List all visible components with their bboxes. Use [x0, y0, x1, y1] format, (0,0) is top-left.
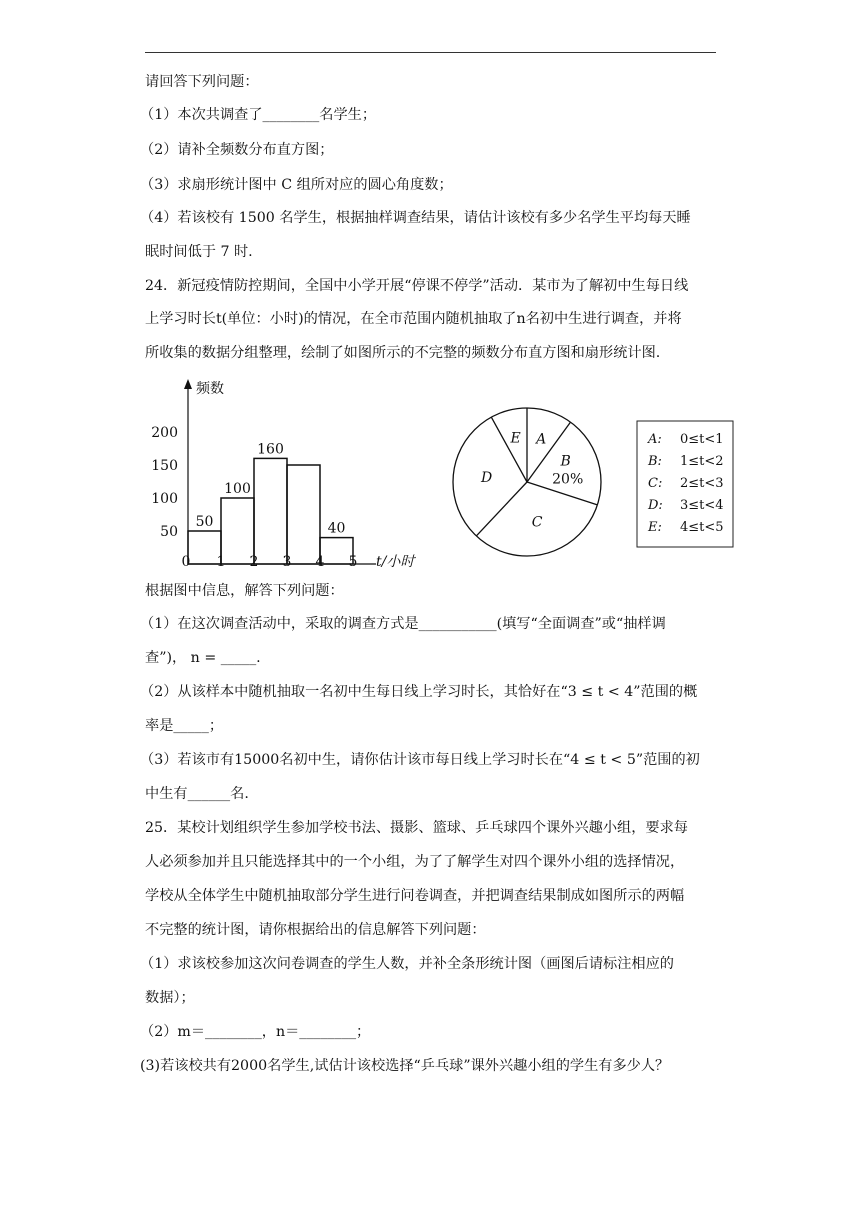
- legend-range: 2≤t<3: [680, 476, 724, 491]
- top-question-3: （3）求扇形统计图中 C 组所对应的圆心角度数；: [140, 177, 453, 193]
- x-tick-label: 3: [282, 554, 292, 570]
- pie-slice-divider: [491, 417, 527, 482]
- problem24-q2-line1: （2）从该样本中随机抽取一名初中生每日线上学习时长，其恰好在“3 ≤ t < 4”范围的概: [140, 684, 698, 700]
- problem25-stem-line4: 不完整的统计图，请你根据给出的信息解答下列问题：: [145, 922, 486, 938]
- bar-data-label: 50: [195, 514, 214, 530]
- problem25-stem-line2: 人必须参加并且只能选择其中的一个小组，为了了解学生对四个课外小组的选择情况，: [145, 854, 685, 870]
- y-tick-label: 150: [151, 458, 178, 474]
- pie-slice-label: B: [560, 453, 571, 470]
- intro-text: 请回答下列问题：: [145, 74, 259, 90]
- problem25-q3: (3)若该校共有2000名学生,试估计该校选择“乒乓球”课外兴趣小组的学生有多少人？: [140, 1058, 670, 1074]
- legend-range: 0≤t<1: [680, 432, 724, 447]
- pie-slice-divider: [476, 482, 527, 536]
- histogram-chart: [151, 379, 416, 570]
- legend-key: A:: [648, 432, 662, 447]
- histogram-bar: [254, 458, 287, 564]
- top-question-4-line1: （4）若该校有 1500 名学生，根据抽样调查结果，请估计该校有多少名学生平均每天睡: [140, 210, 691, 226]
- x-tick-label: 2: [249, 554, 259, 570]
- pie-slice-label: C: [531, 514, 543, 531]
- x-tick-label: 0: [181, 554, 191, 570]
- problem24-stem-line3: 所收集的数据分组整理，绘制了如图所示的不完整的频数分布直方图和扇形统计图.: [145, 345, 661, 361]
- legend-range: 4≤t<5: [680, 520, 724, 535]
- y-axis-label: 频数: [196, 381, 224, 397]
- problem24-q3-line1: （3）若该市有15000名初中生，请你估计该市每日线上学习时长在“4 ≤ t < 5”范围的初: [140, 752, 700, 768]
- legend-box: [637, 421, 733, 547]
- pie-slice-percent: 20%: [552, 471, 584, 488]
- x-tick-label: 4: [315, 554, 325, 570]
- legend-key: D:: [648, 498, 663, 513]
- problem24-q3-line2: 中生有______名.: [145, 786, 249, 802]
- top-question-4-line2: 眠时间低于 7 时.: [145, 244, 253, 260]
- y-tick-label: 200: [151, 425, 178, 441]
- problem24-q1-line2: 查”)， n = _____.: [145, 650, 261, 666]
- y-tick-label: 50: [160, 524, 178, 540]
- y-tick-label: 100: [151, 491, 178, 507]
- legend-key: C:: [648, 476, 663, 491]
- problem25-q1-line1: （1）求该校参加这次问卷调查的学生人数，并补全条形统计图（画图后请标注相应的: [140, 956, 674, 972]
- x-tick-label: 1: [216, 554, 226, 570]
- problem24-after-figure: 根据图中信息，解答下列问题：: [145, 583, 344, 599]
- problem25-q1-line2: 数据）；: [145, 990, 195, 1006]
- pie-slice-label: A: [536, 431, 547, 448]
- problem24-q1-line1: （1）在这次调查活动中，采取的调查方式是___________(填写“全面调查”或“抽样调: [140, 616, 666, 632]
- pie-slice-label: E: [510, 430, 521, 447]
- pie-slice-label: D: [481, 469, 493, 486]
- pie-chart: [453, 408, 601, 556]
- legend-key: B:: [648, 454, 662, 469]
- problem24-q2-line2: 率是_____；: [145, 718, 224, 734]
- problem25-q2: （2）m＝________，n＝________；: [140, 1024, 371, 1040]
- bar-data-label: 40: [327, 520, 346, 537]
- problem24-stem-line2: 上学习时长t(单位：小时)的情况，在全市范围内随机抽取了n名初中生进行调查，并将: [145, 311, 682, 327]
- header-rule: [145, 52, 716, 53]
- problem24-stem-line1: 24．新冠疫情防控期间，全国中小学开展“停课不停学”活动．某市为了解初中生每日线: [145, 278, 689, 294]
- legend-range: 1≤t<2: [680, 454, 724, 469]
- problem25-stem-line3: 学校从全体学生中随机抽取部分学生进行问卷调查，并把调查结果制成如图所示的两幅: [145, 888, 685, 904]
- top-question-1: （1）本次共调查了________名学生；: [140, 107, 377, 123]
- y-axis-arrow-icon: [184, 379, 192, 389]
- legend-key: E:: [648, 520, 662, 535]
- bar-data-label: 160: [257, 441, 284, 458]
- histogram-bar: [287, 465, 320, 564]
- bar-data-label: 100: [224, 481, 251, 497]
- problem25-stem-line1: 25．某校计划组织学生参加学校书法、摄影、篮球、乒乓球四个课外兴趣小组，要求每: [145, 820, 688, 836]
- x-axis-label: t/小时: [376, 554, 415, 570]
- x-tick-label: 5: [348, 554, 358, 570]
- legend-range: 3≤t<4: [680, 498, 724, 513]
- problem24-figures: [140, 375, 740, 575]
- top-question-2: （2）请补全频数分布直方图；: [140, 142, 334, 158]
